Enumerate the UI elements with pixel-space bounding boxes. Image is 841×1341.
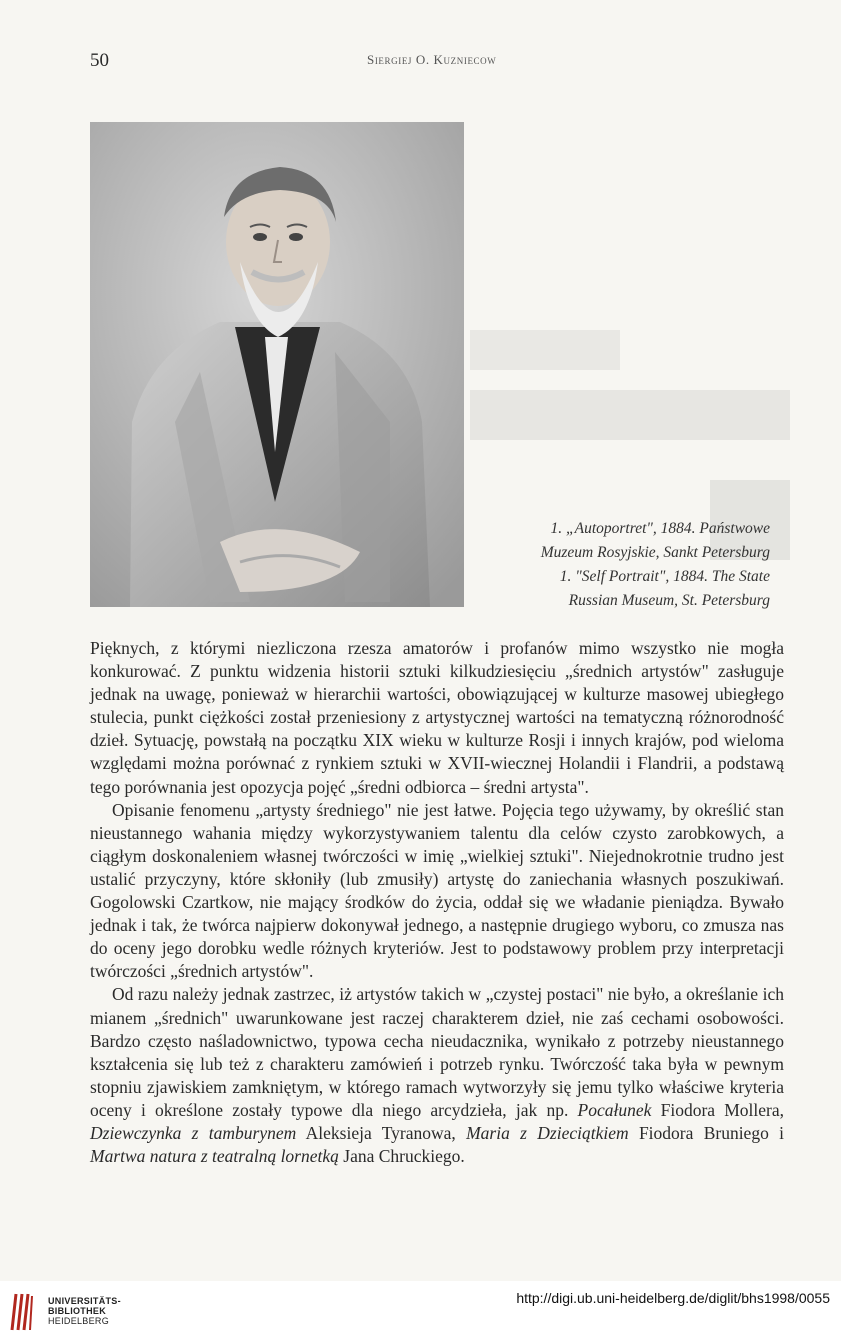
work-title-maria: Maria z Dzieciątkiem	[466, 1122, 629, 1143]
paragraph-1: Pięknych, z którymi niezliczona rzesza amatorów i profanów mimo wszystko nie mogła konkurować. Z punktu widzenia historii sztuki kilkudziesięciu „średnich artystów" zasługuje jednak na uwagę, ponieważ w hierarchii wartości, obowiązującej w kulturze masowej ubiegłego stulecia, punkt ciężkości został przeniesiony z artystycznej wartości na tematyczną różnorodność dzieł. Sytuację, powstałą na początku XIX wieku w kulturze Rosji i innych krajów, pod wieloma względami można porównać z rynkiem sztuki w XVII-wiecznej Holandii i Flandrii, a podstawą tego porównania jest opozycja pojęć „średni odbiorca – średni artysta".	[90, 638, 784, 797]
permalink[interactable]: http://digi.ub.uni-heidelberg.de/diglit/bhs1998/0055	[516, 1290, 830, 1306]
library-logo-icon	[8, 1290, 40, 1334]
caption-line-polish-2: Muzeum Rosyjskie, Sankt Petersburg	[540, 544, 770, 561]
artist-chrucki: Jana Chruckiego.	[343, 1146, 465, 1167]
paragraph-3	[90, 983, 784, 1168]
library-name-line-1: UNIVERSITÄTS-	[48, 1296, 121, 1306]
paragraph-3-text: Od razu należy jednak zastrzec, iż artystów takich w „czystej postaci" nie było, a określanie ich mianem „średnich" uwarunkowane jest raczej charakterem dzieł, nie zaś cechami osobowości. Bardzo często naśladownictwo, typowa cecha nieudacznika, wynikało z potrzeby nieustannego kształcenia się lub też z charakteru zamówień i potrzeb rynku. Twórczość taka była w pewnym stopniu zjawiskiem zamkniętym, w którego ramach wytworzyły się jemu tylko właściwe kryteria oceny i określone zostały typowe dla niego arcydzieła, jak np.	[90, 984, 784, 1120]
page-number: 50	[90, 50, 109, 71]
paragraph-2: Opisanie fenomenu „artysty średniego" nie jest łatwe. Pojęcia tego używamy, by określić stan nieustannego wahania między wykorzystywaniem talentu dla celów czysto zarobkowych, a ciągłym doskonaleniem własnej twórczości w imię „wielkiej sztuki". Niejednokrotnie trudno jest ustalić przyczyny, które skłoniły (lub zmusiły) artystę do zaniechania własnych poszukiwań. Gogolowski Czartkow, nie mający środków do życia, oddał się we władanie pieniądza. Bywało jednak i tak, że twórca najpierw dokonywał jednego, a następnie drugiego wyboru, co zmusza nas do oceny jego dorobku wedle różnych kryteriów. Jest to podstawowy problem przy interpretacji twórczości „średnich artystów".	[90, 799, 784, 982]
figure-caption	[470, 517, 770, 613]
running-head: Siergiej O. Kuzniecow	[367, 52, 497, 67]
caption-line-english-2: Russian Museum, St. Petersburg	[568, 592, 770, 609]
library-name-line-3: HEIDELBERG	[48, 1316, 110, 1326]
body-text	[90, 637, 784, 1168]
artist-moller: Fiodora Mollera,	[660, 1099, 785, 1120]
self-portrait-image	[90, 122, 464, 607]
work-title-pocalunek: Pocałunek	[577, 1099, 652, 1120]
library-name	[48, 1296, 121, 1326]
caption-line-english-1: 1. "Self Portrait", 1884. The State	[559, 568, 770, 585]
caption-line-polish-1: 1. „Autoportret", 1884. Państwowe	[550, 520, 770, 537]
library-name-line-2: BIBLIOTHEK	[48, 1306, 106, 1316]
work-title-martwa-natura: Martwa natura z teatralną lornetką	[90, 1146, 339, 1167]
portrait-photograph	[90, 122, 464, 607]
artist-tyranow: Aleksieja Tyranowa,	[305, 1122, 456, 1143]
artist-bruni: Fiodora Bruniego i	[638, 1122, 784, 1143]
work-title-dziewczynka: Dziewczynka z tamburynem	[90, 1122, 297, 1143]
